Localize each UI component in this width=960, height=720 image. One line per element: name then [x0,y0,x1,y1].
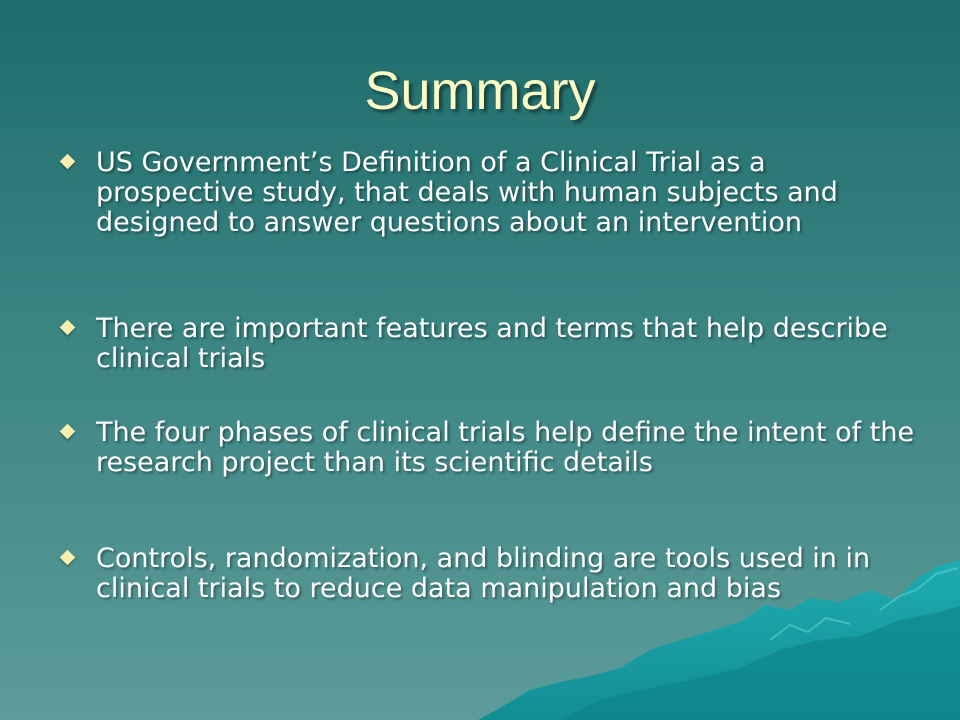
bullet-item [58,418,918,508]
bullet-text: The four phases of clinical trials help define the intent of the research project than its scientific details [96,417,915,478]
bullet-item [58,314,918,374]
diamond-bullet-icon [60,154,76,170]
bullet-text: There are important features and terms that help describe clinical trials [96,313,888,374]
bullet-item [58,544,918,604]
bullet-text: Controls, randomization, and blinding are tools used in in clinical trials to reduce data manipulation and bias [96,543,871,604]
bullet-list [58,148,918,650]
diamond-bullet-icon [60,320,76,336]
diamond-bullet-icon [60,550,76,566]
slide-title: Summary [364,61,596,121]
bullet-item [58,148,918,268]
diamond-bullet-icon [60,424,76,440]
bullet-text: US Government’s Definition of a Clinical Trial as a prospective study, that deals with human subjects and designed to answer questions about an intervention [96,147,838,238]
